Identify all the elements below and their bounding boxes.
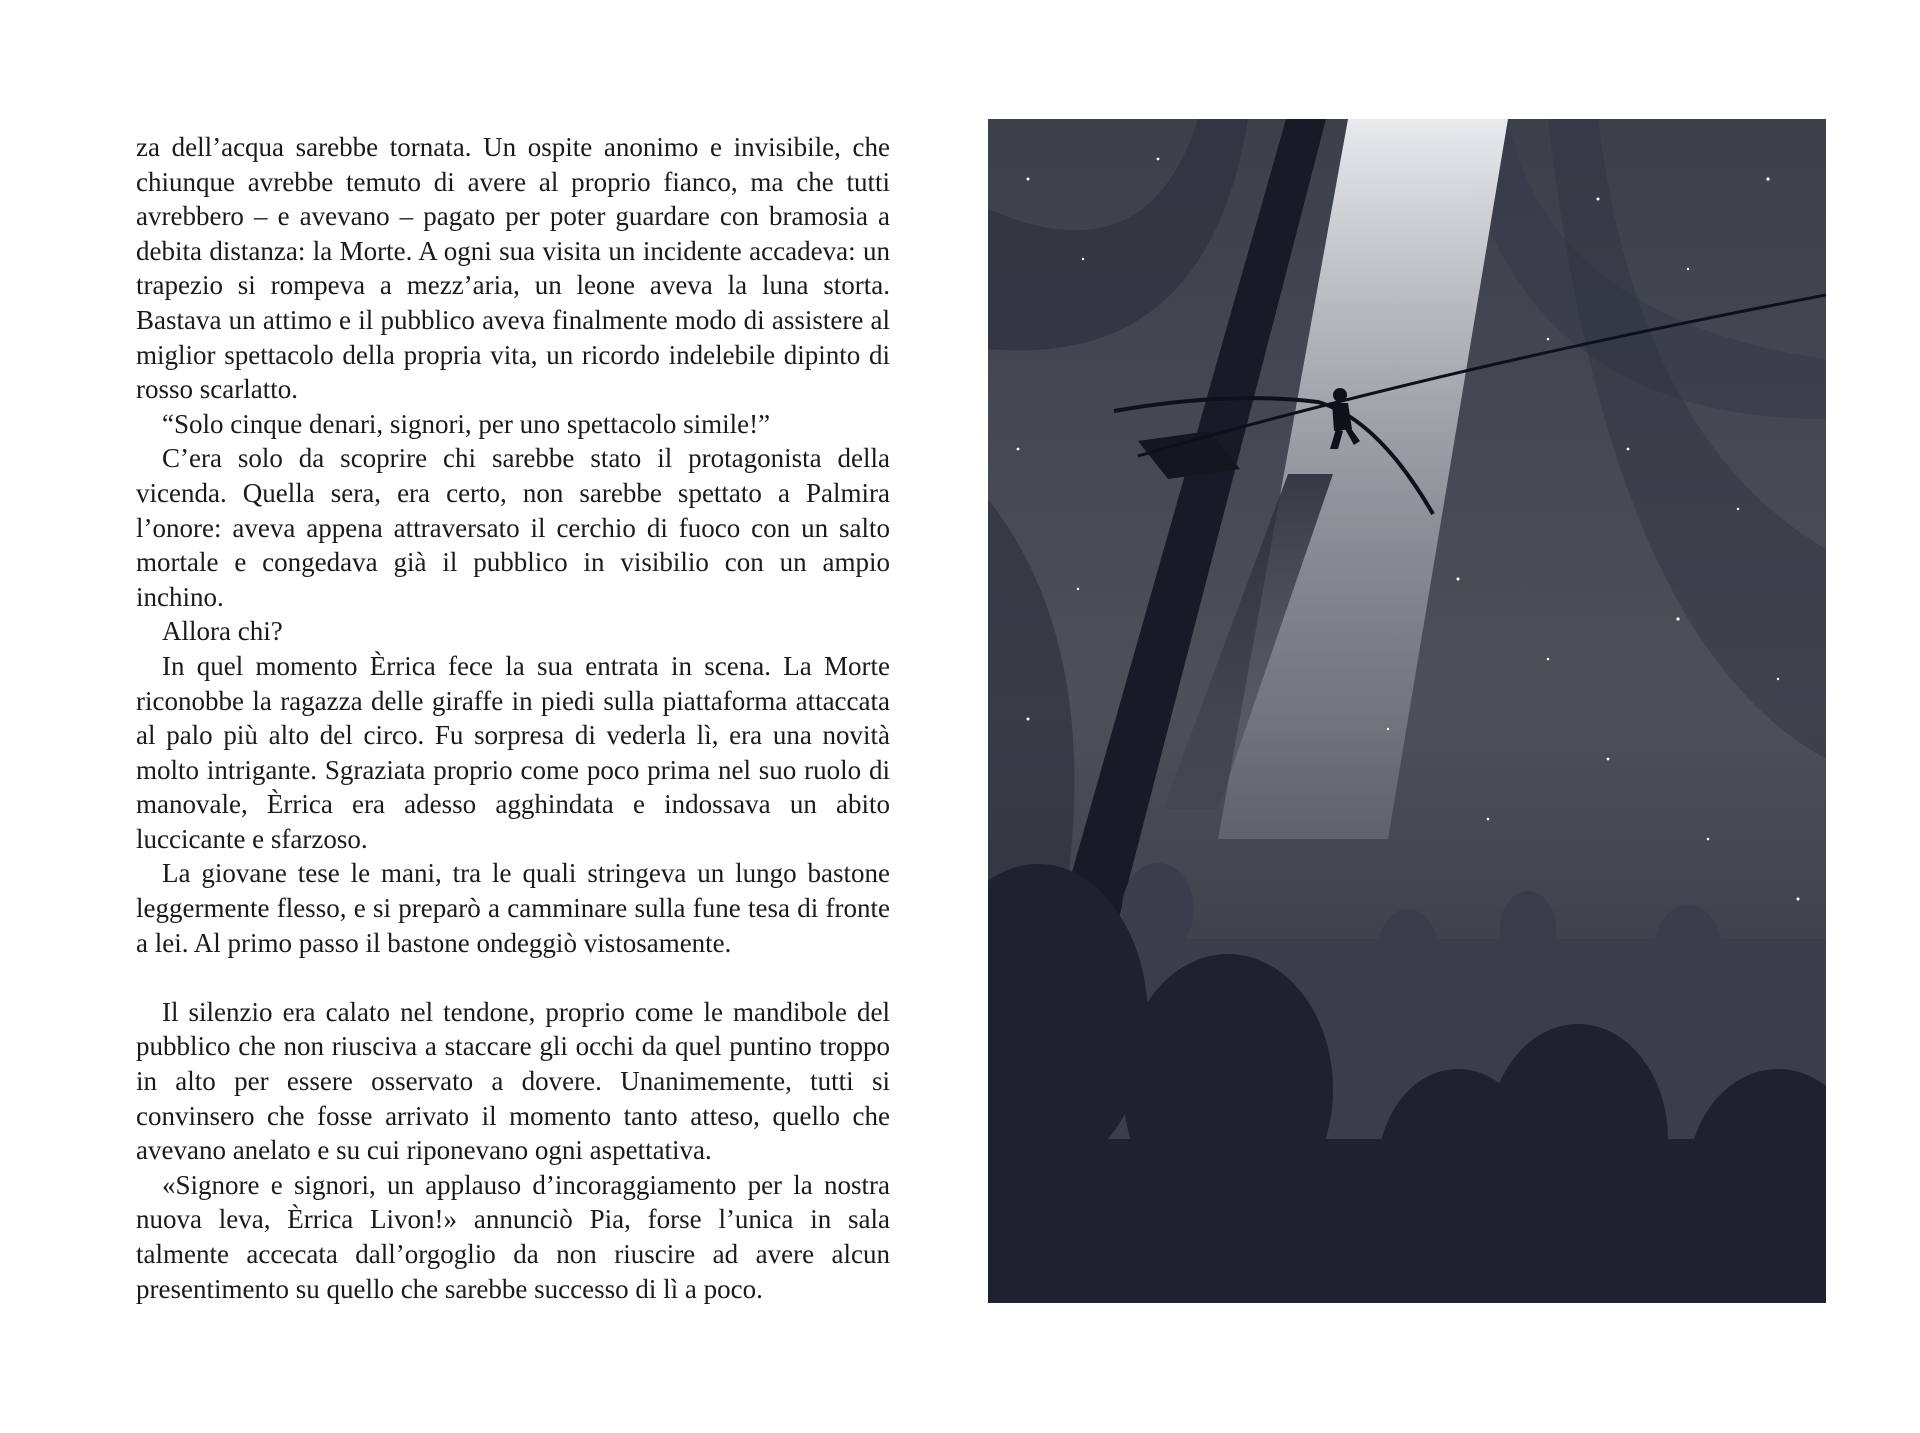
paragraph-5: In quel momento Èrrica fece la sua entrata in scena. La Morte riconobbe la ragazza delle giraffe in piedi sulla piattaforma attaccata al palo più alto del circo. Fu sorpresa di vederla lì, era una novità molto intrigante. Sgraziata proprio come poco prima nel suo ruolo di manovale, Èrrica era adesso agghindata e indossava un abito luccicante e sfarzoso. [136,650,890,854]
paragraph-8: «Signore e signori, un applauso d’incoraggiamento per la nostra nuova leva, Èrrica Livon!» annunciò Pia, forse l’unica in sala talmente accecata dall’orgoglio da non riuscire ad avere alcun presentimento su quello che sarebbe successo di lì a poco. [136,1169,890,1304]
paragraph-7: Il silenzio era calato nel tendone, proprio come le mandibole del pubblico che non riusciva a staccare gli occhi da quel puntino troppo in alto per essere osservato a dovere. Unanimemente, tutti si convinsero che fosse arrivato il momento tanto atteso, quello che avevano anelato e su cui riponevano ogni aspettativa. [136,996,890,1166]
text-column [136,130,890,1306]
paragraph-6: La giovane tese le mani, tra le quali stringeva un lungo bastone leggermente flesso, e si preparò a camminare sulla fune tesa di fronte a lei. Al primo passo il bastone ondeggiò vistosamente. [136,858,890,958]
paragraph-3: C’era solo da scoprire chi sarebbe stato il protagonista della vicenda. Quella sera, era certo, non sarebbe spettato a Palmira l’onore: aveva appena attraversato il cerchio di fuoco con un salto mortale e congedava già il pubblico in visibilio con un ampio inchino. [136,443,890,612]
circus-illustration [988,119,1826,1303]
tightrope-walker-scene [988,119,1826,1303]
paragraph-4: Allora chi? [162,616,283,647]
paragraph-2: “Solo cinque denari, signori, per uno spettacolo simile!” [162,408,771,439]
paragraph-1: za dell’acqua sarebbe tornata. Un ospite anonimo e invisibile, che chiunque avrebbe temuto di avere al proprio fianco, ma che tutti avrebbero – e avevano – pagato per poter guardare con bramosia a debita distanza: la Morte. A ogni sua visita un incidente accadeva: un trapezio si rompeva a mezz’aria, un leone aveva la luna storta. Bastava un attimo e il pubblico aveva finalmente modo di assistere al miglior spettacolo della propria vita, un ricordo indelebile dipinto di rosso scarlatto. [136,132,890,405]
